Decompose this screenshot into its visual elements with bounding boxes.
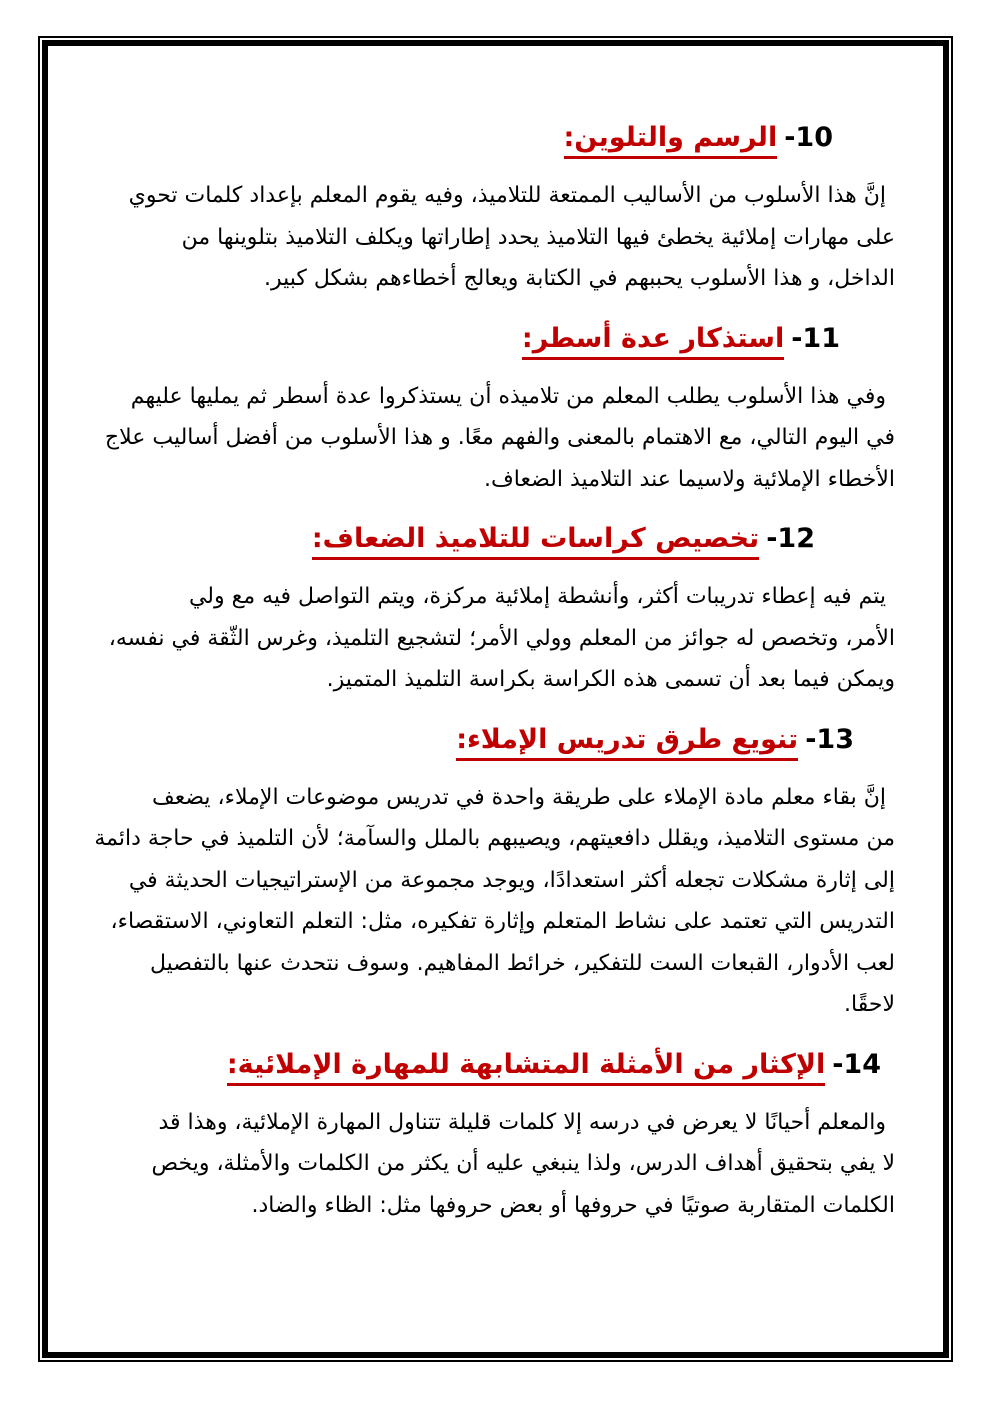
- paragraph-line: إلى إثارة مشكلات تجعله أكثر استعدادًا، ويوجد مجموعة من الإستراتيجيات الحديثة في: [128, 867, 895, 893]
- page-border-inner: [42, 40, 949, 1358]
- section-heading-14: [108, 1042, 881, 1088]
- section-paragraph-13: [94, 777, 895, 1026]
- section-heading-12: [108, 516, 815, 562]
- paragraph-line: يتم فيه إعطاء تدريبات أكثر، وأنشطة إملائية مركزة، ويتم التواصل فيه مع ولي: [188, 584, 886, 609]
- paragraph-line: إنَّ بقاء معلم مادة الإملاء على طريقة واحدة في تدريس موضوعات الإملاء، يضعف: [151, 784, 886, 810]
- heading-title: الإكثار من الأمثلة المتشابهة للمهارة الإملائية:: [227, 1049, 825, 1086]
- document-content: [48, 46, 943, 1352]
- heading-number: 13: [816, 723, 854, 755]
- heading-dash: -: [832, 1048, 844, 1080]
- heading-title: استذكار عدة أسطر:: [522, 323, 784, 360]
- heading-number: 11: [802, 322, 840, 354]
- heading-title: تخصيص كراسات للتلاميذ الضعاف:: [312, 523, 759, 560]
- heading-number: 10: [795, 122, 833, 153]
- paragraph-line: في اليوم التالي، مع الاهتمام بالمعنى والفهم معًا. و هذا الأسلوب من أفضل أساليب علاج: [104, 425, 895, 450]
- paragraph-line: لعب الأدوار، القبعات الست للتفكير، خرائط المفاهيم. وسوف نتحدث عنها بالتفصيل: [149, 950, 895, 976]
- paragraph-line: لا يفي بتحقيق أهداف الدرس، ولذا ينبغي عليه أن يكثر من الكلمات والأمثلة، ويخص: [151, 1151, 895, 1176]
- paragraph-line: الداخل، و هذا الأسلوب يحببهم في الكتابة ويعالج أخطاءهم بشكل كبير.: [263, 266, 895, 291]
- heading-title: تنويع طرق تدريس الإملاء:: [456, 724, 798, 761]
- heading-number: 14: [843, 1048, 881, 1080]
- section-paragraph-10: [108, 175, 895, 300]
- heading-dash: -: [766, 523, 778, 554]
- paragraph-line: لاحقًا.: [844, 992, 895, 1017]
- heading-number: 12: [777, 523, 815, 554]
- section-paragraph-11: [104, 376, 895, 501]
- paragraph-line: الكلمات المتقاربة صوتيًا في حروفها أو بعض حروفها مثل: الظاء والضاد.: [251, 1192, 895, 1218]
- section-heading-13: [108, 717, 854, 763]
- paragraph-line: وفي هذا الأسلوب يطلب المعلم من تلاميذه أن يستذكروا عدة أسطر ثم يمليها عليهم: [130, 383, 886, 409]
- paragraph-line: ويمكن فيما بعد أن تسمى هذه الكراسة بكراسة التلميذ المتميز.: [326, 667, 895, 692]
- heading-title: الرسم والتلوين:: [564, 122, 778, 159]
- section-heading-10: [108, 115, 833, 161]
- heading-dash: -: [805, 723, 817, 755]
- paragraph-line: والمعلم أحيانًا لا يعرض في درسه إلا كلمات قليلة تتناول المهارة الإملائية، وهذا قد: [158, 1109, 886, 1135]
- section-heading-11: [108, 316, 840, 362]
- paragraph-line: على مهارات إملائية يخطئ فيها التلاميذ يحدد إطاراتها ويكلف التلاميذ بتلوينها من: [181, 224, 895, 250]
- paragraph-line: الأمر، وتخصص له جوائز من المعلم وولي الأمر؛ لتشجيع التلميذ، وغرس الثّقة في نفسه،: [108, 625, 895, 651]
- paragraph-line: الأخطاء الإملائية ولاسيما عند التلاميذ الضعاف.: [484, 466, 895, 492]
- paragraph-line: التدريس التي تعتمد على نشاط المتعلم وإثارة تفكيره، مثل: التعلم التعاوني، الاستقصاء،: [110, 909, 895, 934]
- heading-dash: -: [791, 322, 803, 354]
- heading-dash: -: [784, 122, 796, 153]
- paragraph-line: إنَّ هذا الأسلوب من الأساليب الممتعة للتلاميذ، وفيه يقوم المعلم بإعداد كلمات تحوي: [128, 183, 886, 208]
- section-paragraph-14: [108, 1102, 895, 1227]
- section-paragraph-12: [108, 576, 895, 701]
- paragraph-line: من مستوى التلاميذ، ويقلل دافعيتهم، ويصيبهم بالملل والسآمة؛ لأن التلميذ في حاجة دائمة: [94, 826, 895, 851]
- page-border-outer: [38, 36, 953, 1362]
